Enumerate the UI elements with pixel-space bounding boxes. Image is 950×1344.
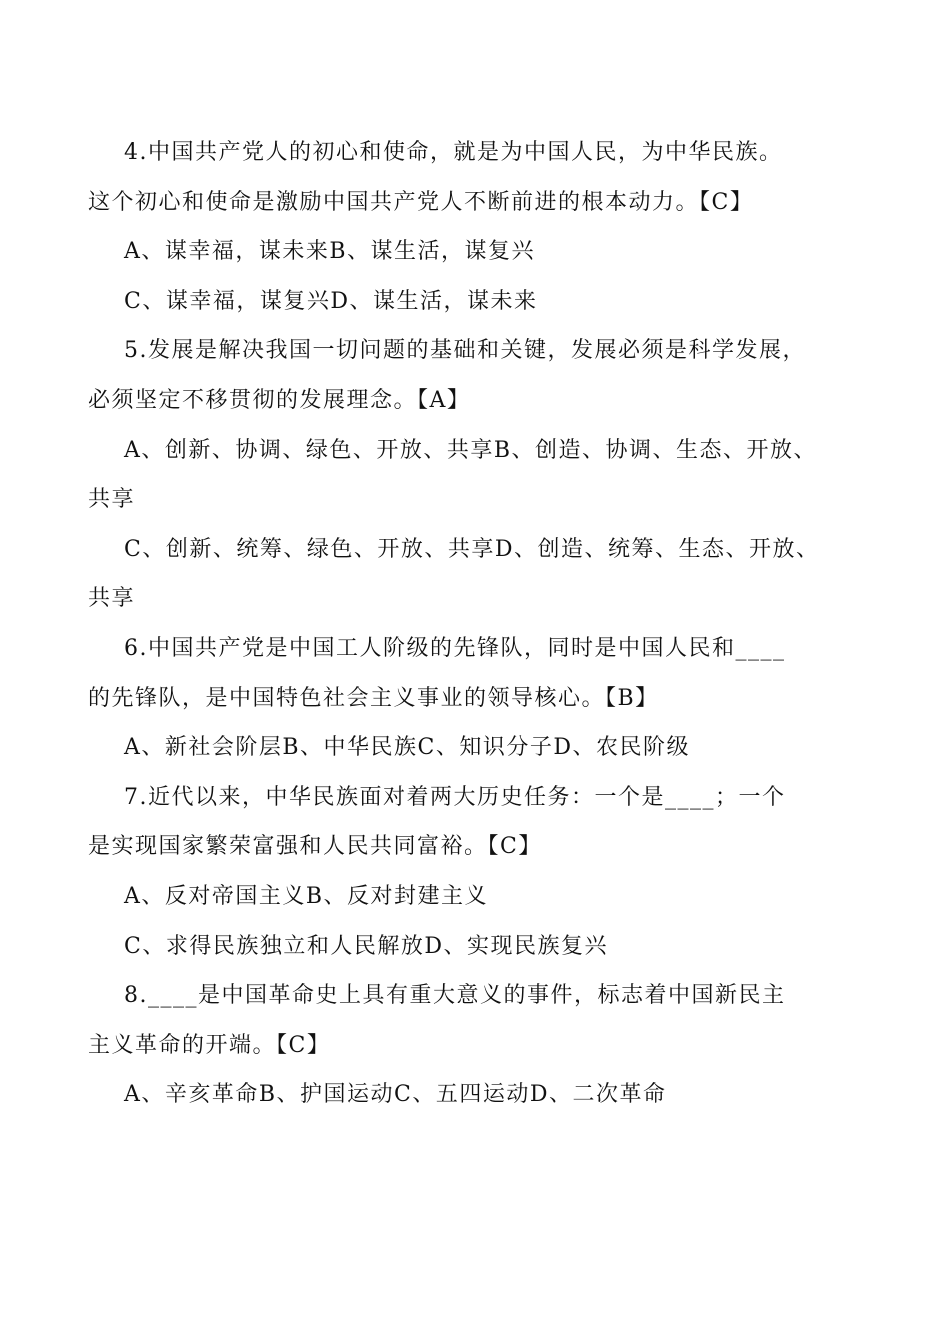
q8-options: A、辛亥革命B、护国运动C、五四运动D、二次革命	[124, 1082, 667, 1108]
q5-options-ab-line-1: A、创新、协调、绿色、开放、共享B、创造、协调、生态、开放、	[124, 437, 818, 463]
q4-options-cd: C、谋幸福，谋复兴D、谋生活，谋未来	[124, 288, 538, 314]
q6-options: A、新社会阶层B、中华民族C、知识分子D、农民阶级	[124, 735, 691, 761]
q4-stem-line-1: 4.中国共产党人的初心和使命，就是为中国人民，为中华民族。	[124, 140, 783, 165]
q7-options-ab: A、反对帝国主义B、反对封建主义	[124, 883, 489, 909]
q7-options-cd: C、求得民族独立和人民解放D、实现民族复兴	[124, 933, 608, 959]
q5-stem-line-1: 5.发展是解决我国一切问题的基础和关键，发展必须是科学发展，	[124, 338, 806, 364]
q8-stem-line-2: 主义革命的开端。【C】	[88, 1032, 331, 1058]
q6-stem-line-2: 的先锋队，是中国特色社会主义事业的领导核心。【B】	[88, 685, 659, 711]
q7-stem-line-1: 7.近代以来，中华民族面对着两大历史任务：一个是____；一个	[124, 784, 786, 810]
q5-options-ab-line-2: 共享	[88, 487, 136, 513]
q5-stem-line-2: 必须坚定不移贯彻的发展理念。【A】	[88, 387, 471, 413]
q6-stem-line-1: 6.中国共产党是中国工人阶级的先锋队，同时是中国人民和____	[124, 635, 786, 661]
q5-options-cd-line-2: 共享	[88, 586, 136, 612]
q8-stem-line-1: 8.____是中国革命史上具有重大意义的事件，标志着中国新民主	[124, 983, 786, 1009]
q4-stem-line-2: 这个初心和使命是激励中国共产党人不断前进的根本动力。【C】	[88, 189, 754, 215]
q4-options-ab: A、谋幸福，谋未来B、谋生活，谋复兴	[124, 239, 536, 265]
q7-stem-line-2: 是实现国家繁荣富强和人民共同富裕。【C】	[88, 834, 542, 860]
question-text-block	[88, 128, 866, 1120]
q5-options-cd-line-1: C、创新、统筹、绿色、开放、共享D、创造、统筹、生态、开放、	[124, 536, 820, 562]
